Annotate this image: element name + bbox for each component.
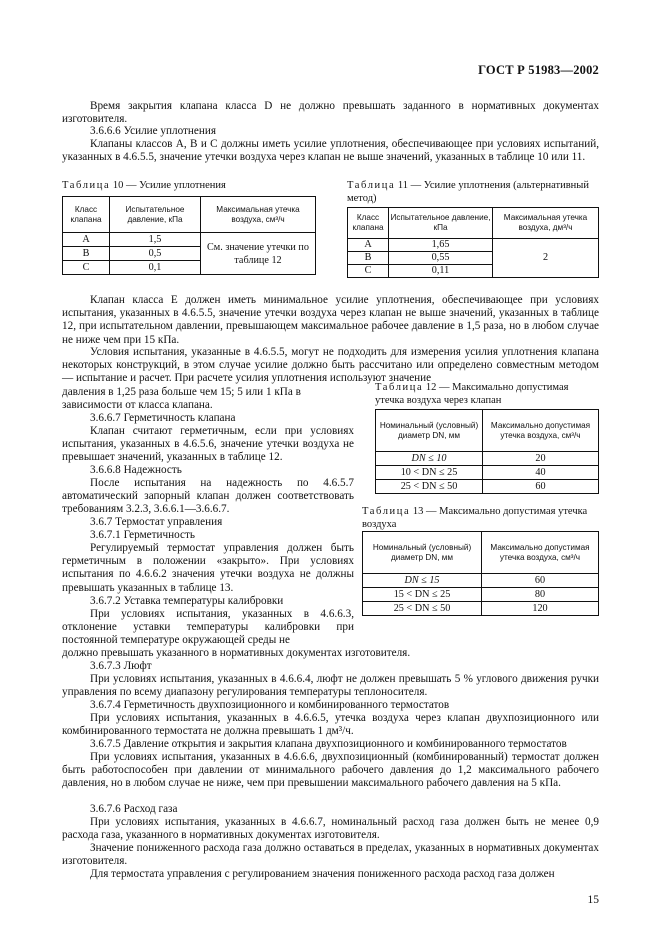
paragraph-3675: При условиях испытания, указанных в 4.6.6.6, двухпозиционный (комбинированный) термостат должен быть работоспособен при давлении от минимального рабочего давления до 1,2 максимального рабочего давления, но в любом случае не ниже, чем при превышении максимального рабочего давления на 5 кПа. xyxy=(62,751,599,790)
table10-cell: В xyxy=(63,247,110,261)
heading-3675: 3.6.7.5 Давление открытия и закрытия клапана двухпозиционного и комбинированного термостатов xyxy=(90,738,567,750)
table13-cell: 60 xyxy=(482,574,599,588)
table11-cell: В xyxy=(348,252,389,265)
paragraph-test-conditions-cont2: зависимости от класса клапана. xyxy=(62,399,213,411)
table11-head-pressure: Испытательное давление, кПа xyxy=(389,208,493,239)
table12-cell: 60 xyxy=(483,480,599,494)
table12-caption xyxy=(375,382,599,407)
heading-3666: 3.6.6.6 Усилие уплотнения xyxy=(90,125,216,137)
table10-caption-word: Таблица xyxy=(62,180,111,191)
paragraph-test-conditions: Условия испытания, указанные в 4.6.5.5, могут не подходить для измерения усилия уплотнения клапана некоторых конструкций, в этом случае усилие должно быть рассчитано или определено совместным методом — испытание и расчет. При расчете усилия уплотнения используют значение xyxy=(62,346,599,385)
table11-cell: С xyxy=(348,265,389,278)
table10-merged-cell: См. значение утечки по таблице 12 xyxy=(201,233,316,275)
table13-head-dn: Номинальный (условный) диаметр DN, мм xyxy=(363,532,482,574)
table12-cell: 20 xyxy=(483,452,599,466)
heading-3672: 3.6.7.2 Уставка температуры калибровки xyxy=(90,595,284,607)
table13 xyxy=(362,531,599,616)
paragraph-3672-start: При условиях испытания, указанных в 4.6.6.3, отклонение уставки температуры калибровки при постоянной температуре окружающей среды не xyxy=(62,608,354,647)
table13-cell: 15 < DN ≤ 25 xyxy=(363,588,482,602)
paragraph-test-conditions-cont1: давления в 1,25 раза больше чем 15; 5 или 1 кПа в xyxy=(62,386,301,398)
table11-caption-text: 11 — Усилие уплотнения (альтернативный метод) xyxy=(347,180,589,204)
heading-367: 3.6.7 Термостат управления xyxy=(90,516,223,528)
table10-head-leak: Максимальная утечка воздуха, см³/ч xyxy=(201,197,316,233)
paragraph-3676: При условиях испытания, указанных в 4.6.6.7, номинальный расход газа должен быть не менее 0,9 расхода газа, указанного в нормативных документах изготовителя. xyxy=(62,816,599,842)
paragraph-3667: Клапан считают герметичным, если при условиях испытания, указанных в 4.6.5.6, значение утечки воздуха не превышает значений, указанных в таблице 12. xyxy=(62,425,354,464)
page-number: 15 xyxy=(587,894,599,906)
paragraph-last: Для термостата управления с регулированием значения пониженного расхода расход газа должен xyxy=(90,868,555,880)
table10-cell: С xyxy=(63,261,110,275)
heading-3676: 3.6.7.6 Расход газа xyxy=(90,803,178,815)
heading-3668: 3.6.6.8 Надежность xyxy=(90,464,182,476)
table12 xyxy=(375,409,599,494)
table11 xyxy=(347,207,599,278)
paragraph-3674: При условиях испытания, указанных в 4.6.6.5, утечка воздуха через клапан двухпозиционного или комбинированного термостата не должна превышать 1 дм³/ч. xyxy=(62,712,599,738)
heading-3673: 3.6.7.3 Люфт xyxy=(90,660,152,672)
table10-head-pressure: Испытательное давление, кПа xyxy=(110,197,201,233)
table12-caption-word: Таблица xyxy=(375,382,424,393)
table10-caption-text: 10 — Усилие уплотнения xyxy=(112,180,226,191)
paragraph-valve-d-closing: Время закрытия клапана класса D не должно превышать заданного в нормативных документах изготовителя. xyxy=(62,100,599,126)
table10-head-class: Класс клапана xyxy=(63,197,110,233)
paragraph-3671: Регулируемый термостат управления должен быть герметичным в положении «закрыто». При условиях испытания по 4.6.6.2 значения утечки воздуха не должны превышать указанных в таблице 13. xyxy=(62,542,354,594)
table12-cell: 40 xyxy=(483,466,599,480)
table12-cell: 25 < DN ≤ 50 xyxy=(376,480,483,494)
table13-caption-text: 13 — Максимально допустимая утечка воздуха xyxy=(362,506,588,530)
table12-cell: DN ≤ 10 xyxy=(376,452,483,466)
table10-cell: А xyxy=(63,233,110,247)
table12-caption-text: 12 — Максимально допустимая утечка воздуха через клапан xyxy=(375,382,569,406)
table13-cell: 25 < DN ≤ 50 xyxy=(363,602,482,616)
table11-caption-word: Таблица xyxy=(347,180,396,191)
paragraph-3668: После испытания на надежность по 4.6.5.7 автоматический запорный клапан должен соответствовать требованиям 3.2.3, 3.6.6.1—3.6.6.7. xyxy=(62,477,354,516)
paragraph-class-e: Клапан класса Е должен иметь минимальное усилие уплотнения, обеспечивающее при условиях испытания, указанных в 4.6.5.5, значение утечки воздуха через клапан не выше значений, указанных в таблице 12, при испытательном давлении, превышающем максимальное рабочее давление в 1,5 раза, но в любом случае не ниже чем при 15 кПа. xyxy=(62,294,599,346)
paragraph-reduced-flow: Значение пониженного расхода газа должно оставаться в пределах, указанных в нормативных документах изготовителя. xyxy=(62,842,599,868)
table11-cell: 0,55 xyxy=(389,252,493,265)
table13-caption xyxy=(362,506,599,531)
heading-3667: 3.6.6.7 Герметичность клапана xyxy=(90,412,236,424)
table11-caption xyxy=(347,180,599,205)
table11-head-leak: Максимальная утечка воздуха, дм³/ч xyxy=(493,208,599,239)
table10-cell: 0,1 xyxy=(110,261,201,275)
paragraph-3666: Клапаны классов А, В и С должны иметь усилие уплотнения, обеспечивающее при условиях испытаний, указанных в 4.6.5.5, значение утечки воздуха через клапан не выше значений, указанных в таблице 10 или 11. xyxy=(62,138,599,164)
table12-head-leak: Максимально допустимая утечка воздуха, см³/ч xyxy=(483,410,599,452)
table10-caption xyxy=(62,180,226,193)
table10 xyxy=(62,196,316,275)
table13-cell: 120 xyxy=(482,602,599,616)
table11-cell: А xyxy=(348,239,389,252)
standard-header: ГОСТ Р 51983—2002 xyxy=(478,63,599,77)
table11-merged-cell: 2 xyxy=(493,239,599,278)
table13-head-leak: Максимально допустимая утечка воздуха, см³/ч xyxy=(482,532,599,574)
table13-cell: 80 xyxy=(482,588,599,602)
table12-cell: 10 < DN ≤ 25 xyxy=(376,466,483,480)
paragraph-3672-end: должно превышать указанного в нормативных документах изготовителя. xyxy=(62,647,411,659)
table11-cell: 0,11 xyxy=(389,265,493,278)
table10-cell: 0,5 xyxy=(110,247,201,261)
heading-3674: 3.6.7.4 Герметичность двухпозиционного и комбинированного термостатов xyxy=(90,699,450,711)
table11-cell: 1,65 xyxy=(389,239,493,252)
heading-3671: 3.6.7.1 Герметичность xyxy=(90,529,195,541)
table10-cell: 1,5 xyxy=(110,233,201,247)
table13-caption-word: Таблица xyxy=(362,506,411,517)
table13-cell: DN ≤ 15 xyxy=(363,574,482,588)
table11-head-class: Класс клапана xyxy=(348,208,389,239)
paragraph-3673: При условиях испытания, указанных в 4.6.6.4, люфт не должен превышать 5 % углового движения ручки управления по всему диапазону регулирования температуры теплоносителя. xyxy=(62,673,599,699)
table12-head-dn: Номинальный (условный) диаметр DN, мм xyxy=(376,410,483,452)
